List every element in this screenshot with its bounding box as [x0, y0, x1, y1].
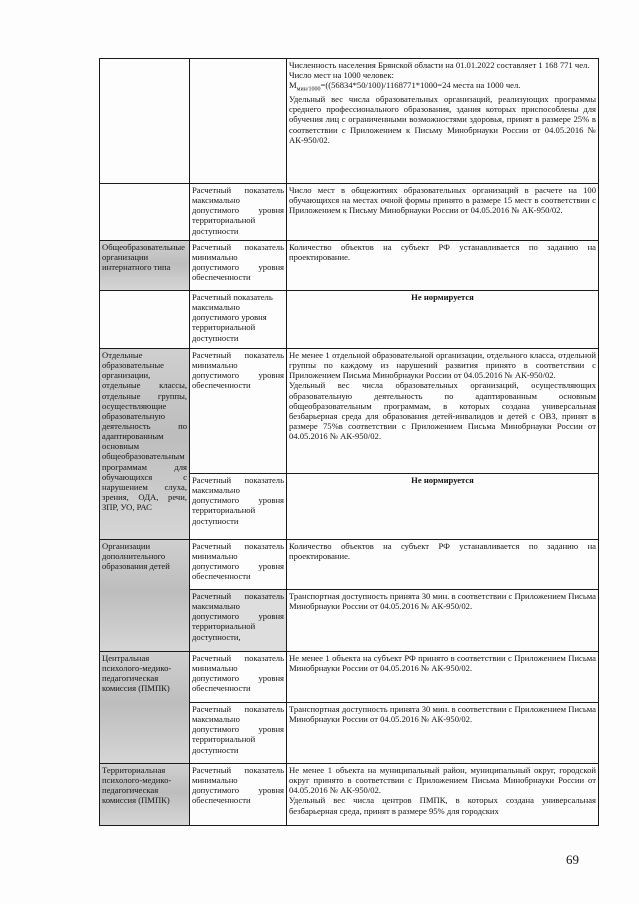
row10-col3: Транспортная доступность принята 30 мин. в соответствии с Приложением Письма Минобрнауки России от 04.05.2016 № АК-950/02. [287, 703, 599, 764]
row4-col1 [100, 291, 190, 349]
table-row [100, 349, 599, 474]
row7-col1: Организации дополнительного образования детей [100, 540, 190, 652]
table-row [100, 184, 599, 241]
row9-col1: Центральная психолого-медико-педагогическая комиссия (ПМПК) [100, 652, 190, 764]
table-row [100, 652, 599, 703]
barrier-free-share-text: Удельный вес числа образовательных организаций, осуществляющих образовательную деятельность по адаптированным основным общеобразовательным программам, в которых создана универсальная безбарьерная среда для образования детей-инвалидов и детей с ОВЗ, принят в размере 75%в соответствии с Приложением Письма Минобрнауки России от 04.05.2016 № АК-950/02. [289, 380, 596, 442]
table-row [100, 291, 599, 349]
standards-table [99, 58, 599, 826]
min-organizations-text: Не менее 1 отдельной образовательной организации, отдельного класса, отдельной группы по каждому из нарушений развития принято в соответствии с Приложением Письма Минобрнауки России от 04.05.2016 № АК-950/02. [289, 350, 596, 381]
row5-col2: Расчетный показатель минимально допустимого уровня обеспеченности [190, 349, 287, 474]
row3-col2: Расчетный показатель минимально допустимого уровня обеспеченности [190, 241, 287, 291]
page-number: 69 [566, 852, 579, 867]
pmpk-share-text: Удельный вес числа центров ПМПК, в которых создана универсальная безбарьерная среда, принят в размере 95% для городских [289, 795, 596, 816]
row8-col2: Расчетный показатель максимально допустимого уровня территориальной доступности, [190, 590, 287, 652]
row1-col2 [190, 59, 287, 184]
row6-col2: Расчетный показатель максимально допустимого уровня территориальной доступности [190, 474, 287, 540]
row10-col2: Расчетный показатель максимально допустимого уровня территориальной доступности [190, 703, 287, 764]
row2-col1 [100, 184, 190, 241]
row11-col1: Территориальная психолого-медико-педагогическая комиссия (ПМПК) [100, 764, 190, 826]
row3-col1: Общеобразовательные организации интернатного типа [100, 241, 190, 291]
row1-col1 [100, 59, 190, 184]
row5-col3 [287, 349, 599, 474]
row11-col3 [287, 764, 599, 826]
row1-col3 [287, 59, 599, 184]
table-row [100, 764, 599, 826]
population-text: Численность населения Брянской области на 01.01.2022 составляет 1 168 771 чел. [289, 60, 590, 70]
row5-col1: Отдельные образовательные организации, отдельные классы, отдельные группы, осуществляющие образовательную деятельность по адаптированным основным общеобразовательным программам для обучающихся с нарушением слуха, зрения, ОДА, речи, ЗПР, УО, РАС [100, 349, 190, 540]
table-row [100, 241, 599, 291]
row11-col2: Расчетный показатель минимально допустимого уровня обеспеченности [190, 764, 287, 826]
share-text: Удельный вес числа образовательных организаций, реализующих программы среднего профессионального образования, здания которых приспособлены для обучения лиц с ограниченными возможностями здоровья, принят в размере 25% в соответствии с Приложением к Письму Минобрнауки России от 04.05.2016 № АК-950/02. [289, 94, 596, 145]
pmpk-min-text: Не менее 1 объекта на муниципальный район, муниципальный округ, городской округ принято в соответствии с Приложением Письма Минобрнауки России от 04.05.2016 № АК-950/02. [289, 765, 596, 796]
row9-col3: Не менее 1 объекта на субъект РФ принято в соответствии с Приложением Письма Минобрнауки России от 04.05.2016 № АК-950/02. [287, 652, 599, 703]
row4-col2: Расчетный показатель максимально допустимого уровня территориальной доступности [190, 291, 287, 349]
table-row [100, 540, 599, 590]
row7-col2: Расчетный показатель минимально допустимого уровня обеспеченности [190, 540, 287, 590]
row6-col3: Не нормируется [287, 474, 599, 540]
row9-col2: Расчетный показатель минимально допустимого уровня обеспеченности [190, 652, 287, 703]
row8-col3: Транспортная доступность принята 30 мин. в соответствии с Приложением Письма Минобрнауки России от 04.05.2016 № АК-950/02. [287, 590, 599, 652]
table-row [100, 59, 599, 184]
row4-col3: Не нормируется [287, 291, 599, 349]
row7-col3: Количество объектов на субъект РФ устанавливается по заданию на проектирование. [287, 540, 599, 590]
row2-col3: Число мест в общежитиях образовательных организаций в расчете на 100 обучающихся на местах очной формы принято в размере 15 мест в соответствии с Приложением к Письму Минобрнауки России от 04.05.2016 № АК-950/02. [287, 184, 599, 241]
row2-col2: Расчетный показатель максимально допустимого уровня территориальной доступности [190, 184, 287, 241]
row3-col3: Количество объектов на субъект РФ устанавливается по заданию на проектирование. [287, 241, 599, 291]
formula-text: $М_{мин/1000}=((56834*50/100)/1168771*1000=24$ места на 1000 чел. [289, 80, 521, 93]
places-heading: Число мест на 1000 человек: [289, 70, 394, 81]
